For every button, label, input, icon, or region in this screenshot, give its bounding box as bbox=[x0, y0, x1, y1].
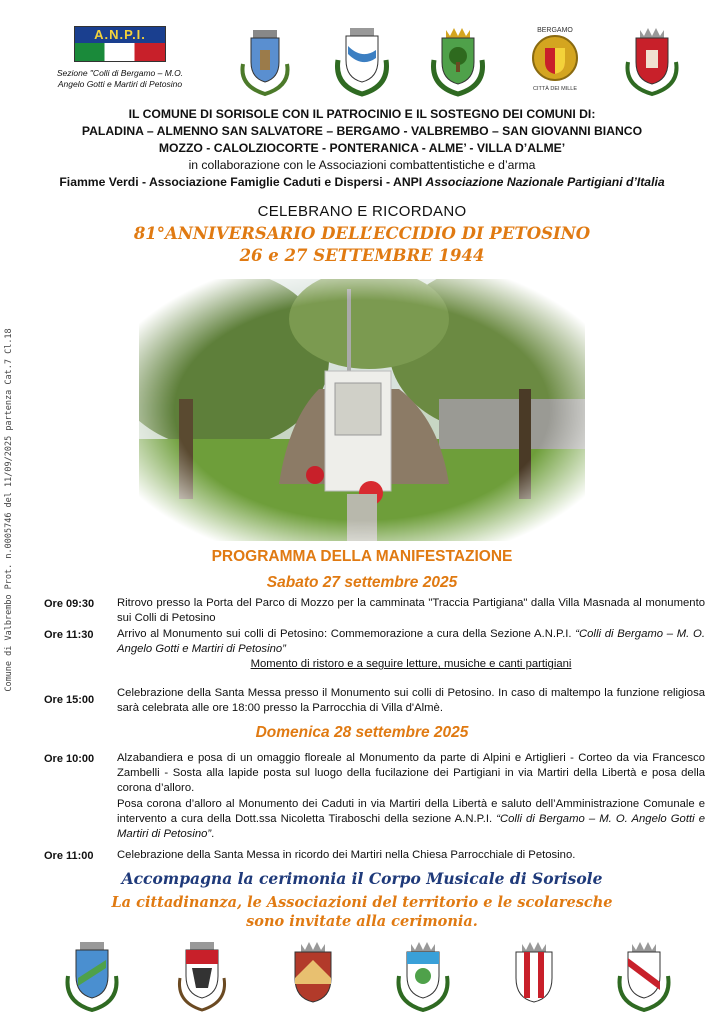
invitation-line1: La cittadinanza, le Associazioni del territorio e le scolaresche bbox=[111, 894, 613, 911]
top-logos bbox=[40, 24, 684, 98]
anpi-logo-block bbox=[40, 24, 200, 90]
crest-ponteranica-icon bbox=[391, 938, 455, 1012]
bottom-logos bbox=[60, 938, 676, 1014]
invitation-text bbox=[0, 893, 724, 931]
band-announcement: Accompagna la cerimonia il Corpo Musicale di Sorisole bbox=[121, 869, 603, 888]
bergamo-label: BERGAMO bbox=[537, 27, 574, 34]
header-line5-italic: Associazione Nazionale Partigiani d’Italia bbox=[425, 175, 665, 189]
event-text-italic: “Colli di Bergamo – M. O. Angelo Gotti e Martiri di Petosino” bbox=[117, 812, 705, 841]
event-text-italic: “Colli di Bergamo – M. O. Angelo Gotti e Martiri di Petosino” bbox=[117, 628, 705, 656]
anpi-section-name bbox=[40, 68, 200, 90]
crest-valbrembo-icon bbox=[620, 24, 684, 98]
crest-sorisole-icon bbox=[233, 24, 297, 98]
event-text: Celebrazione della Santa Messa in ricordo dei Martiri nella Chiesa Parrocchiale di Petosino. bbox=[117, 849, 576, 861]
event-time: Ore 10:00 bbox=[44, 753, 95, 765]
event-time: Ore 11:30 bbox=[44, 629, 94, 641]
crest-alme-icon bbox=[502, 938, 566, 1012]
event-time: Ore 15:00 bbox=[44, 694, 95, 706]
event-text: Arrivo al Monumento sui colli di Petosino: Commemorazione a cura della Sezione A.N.P.I. bbox=[117, 628, 576, 640]
header-line1: IL COMUNE DI SORISOLE CON IL PATROCINIO E IL SOSTEGNO DEI COMUNI DI: bbox=[128, 107, 596, 121]
bergamo-sublabel: CITTÀ DEI MILLE bbox=[533, 86, 578, 92]
crest-mozzo-icon bbox=[170, 938, 234, 1012]
event-text-1000 bbox=[117, 751, 705, 842]
event-time: Ore 09:30 bbox=[44, 598, 95, 610]
invitation-line2: sono invitate alla cerimonia. bbox=[246, 913, 478, 930]
protocol-stamp-text: Comune di Valbrembo Prot. n.0005746 del 11/09/2025 partenza Cat.7 Cl.18 bbox=[4, 328, 14, 692]
event-text-tail: . bbox=[211, 828, 215, 841]
header-line5 bbox=[20, 174, 704, 191]
event-text-2 bbox=[117, 797, 705, 843]
event-text: Alzabandiera e posa di un omaggio floreale al Monumento da parte di Alpini e Artiglieri - Corteo da via Francesco Zambelli - Sosta alla lapide posta sul luogo della fucilazione dei Partigiani in via Martiri della Libertà e posa della corona d’alloro. bbox=[117, 752, 705, 795]
header-line4: in collaborazione con le Associazioni combattentistiche e d’arma bbox=[188, 158, 536, 172]
event-text2: Posa corona d’alloro al Monumento dei Caduti in via Martiri della Libertà e saluto dell’Amministrazione Comunale e intervento a cura della Dott.ssa Nicoletta Tiraboschi della sezione A.N.P.I. bbox=[117, 797, 705, 825]
anniversary-line1: 81°ANNIVERSARIO DELL’ECCIDIO DI PETOSINO bbox=[133, 224, 591, 243]
crest-calolziocorte-icon bbox=[281, 938, 345, 1012]
crest-paladina-icon bbox=[330, 24, 394, 98]
anpi-section-line1: Sezione "Colli di Bergamo – M.O. bbox=[56, 68, 184, 78]
crest-bergamo-icon bbox=[523, 24, 587, 98]
crest-san-giovanni-bianco-icon bbox=[60, 938, 124, 1012]
day2-title: Domenica 28 settembre 2025 bbox=[255, 724, 469, 741]
protocol-stamp bbox=[2, 300, 16, 720]
celebrano-heading: CELEBRANO E RICORDANO bbox=[257, 203, 467, 220]
anpi-logo-text: A.N.P.I. bbox=[75, 27, 165, 43]
program-title: PROGRAMMA DELLA MANIFESTAZIONE bbox=[211, 548, 513, 565]
crest-villa-d-alme-icon bbox=[612, 938, 676, 1012]
event-text: Celebrazione della Santa Messa presso il Monumento sui colli di Petosino. In caso di maltempo la funzione religiosa sarà celebrata alle ore 18:00 presso la Parrocchia di Villa d'Almè. bbox=[117, 687, 705, 715]
event-time: Ore 11:00 bbox=[44, 850, 94, 862]
anniversary-line2: 26 e 27 SETTEMBRE 1944 bbox=[239, 246, 485, 265]
crest-almenno-icon bbox=[426, 24, 490, 98]
organizers-text bbox=[20, 106, 704, 191]
event-text: Ritrovo presso la Porta del Parco di Mozzo per la camminata "Traccia Partigiana" dalla Villa Masnada al monumento sui Colli di Petosino bbox=[117, 597, 705, 625]
anpi-flag-icon bbox=[74, 26, 166, 62]
anniversary-title bbox=[0, 223, 724, 267]
event-text-1130 bbox=[117, 627, 705, 673]
header-line3: MOZZO - CALOLZIOCORTE - PONTERANICA - ALME’ - VILLA D’ALME’ bbox=[158, 141, 566, 155]
header-line2: PALADINA – ALMENNO SAN SALVATORE – BERGAMO - VALBREMBO – SAN GIOVANNI BIANCO bbox=[81, 124, 643, 138]
event-underline: Momento di ristoro e a seguire letture, musiche e canti partigiani bbox=[250, 658, 572, 671]
monument-photo bbox=[139, 279, 585, 541]
header-line5-bold: Fiamme Verdi - Associazione Famiglie Caduti e Dispersi - ANPI bbox=[59, 175, 426, 189]
day1-title: Sabato 27 settembre 2025 bbox=[266, 574, 458, 591]
anpi-section-line2: Angelo Gotti e Martiri di Petosino bbox=[57, 79, 183, 89]
